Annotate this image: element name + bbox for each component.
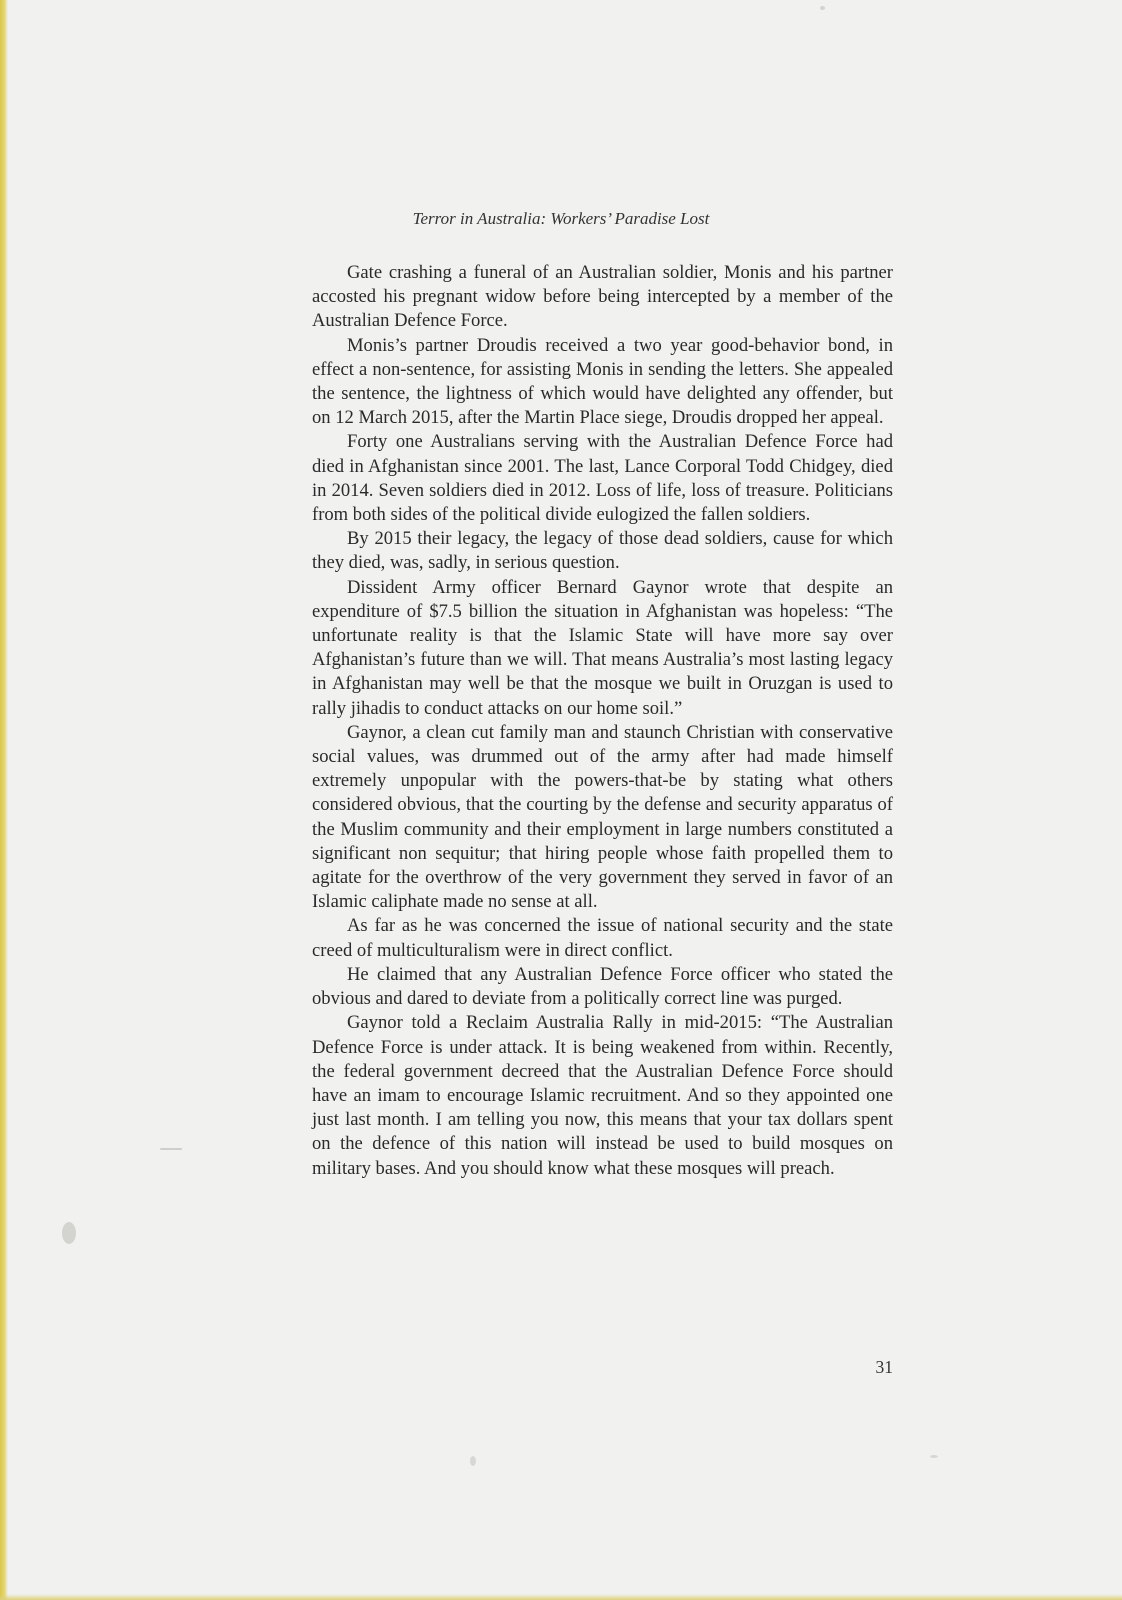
scan-speck	[930, 1455, 938, 1458]
scan-speck	[820, 6, 825, 10]
scan-speck	[62, 1222, 76, 1244]
paragraph: Forty one Australians serving with the Australian Defence Force had died in Afghanistan since 2001. The last, Lance Corporal Todd Chidgey, died in 2014. Seven soldiers died in 2012. Loss of life, loss of treasure. Politicians from both sides of the political divide eulogized the fallen soldiers.	[312, 431, 893, 526]
paragraph: As far as he was concerned the issue of national security and the state creed of multiculturalism were in direct conflict.	[312, 915, 893, 961]
scan-speck	[470, 1456, 476, 1466]
running-header: Terror in Australia: Workers’ Paradise Lost	[412, 209, 710, 228]
paragraph: By 2015 their legacy, the legacy of those dead soldiers, cause for which they died, was, sadly, in serious question.	[312, 528, 893, 574]
paragraph: Gate crashing a funeral of an Australian soldier, Monis and his partner accosted his pregnant widow before being intercepted by a member of the Australian Defence Force.	[312, 262, 893, 332]
paragraph: Gaynor, a clean cut family man and staunch Christian with conservative social values, was drummed out of the army after had made himself extremely unpopular with the powers-that-be by stating what others considered obvious, that the courting by the defense and security apparatus of the Muslim community and their employment in large numbers constituted a significant non sequitur; that hiring people whose faith propelled them to agitate for the overthrow of the very government they served in favor of an Islamic caliphate made no sense at all.	[312, 721, 893, 913]
paragraph: Monis’s partner Droudis received a two year good-behavior bond, in effect a non-sentence, for assisting Monis in sending the letters. She appealed the sentence, the lightness of which would have delighted any offender, but on 12 March 2015, after the Martin Place siege, Droudis dropped her appeal.	[312, 334, 893, 429]
body-text	[312, 261, 893, 1181]
page-number: 31	[875, 1357, 893, 1377]
paragraph: He claimed that any Australian Defence Force officer who stated the obvious and dared to deviate from a politically correct line was purged.	[312, 963, 893, 1010]
paragraph: Dissident Army officer Bernard Gaynor wrote that despite an expenditure of $7.5 billion the situation in Afghanistan was hopeless: “The unfortunate reality is that the Islamic State will have more say over Afghanistan’s future than we will. That means Australia’s most lasting legacy in Afghanistan may well be that the mosque we built in Oruzgan is used to rally jihadis to conduct attacks on our home soil.”	[312, 576, 893, 719]
paragraph: Gaynor told a Reclaim Australia Rally in mid-2015: “The Australian Defence Force is under attack. It is being weakened from within. Recently, the federal government decreed that the Australian Defence Force should have an imam to encourage Islamic recruitment. And so they appointed one just last month. I am telling you now, this means that your tax dollars spent on the defence of this nation will instead be used to build mosques on military bases. And you should know what these mosques will preach.	[312, 1012, 893, 1179]
scan-speck	[160, 1148, 182, 1150]
